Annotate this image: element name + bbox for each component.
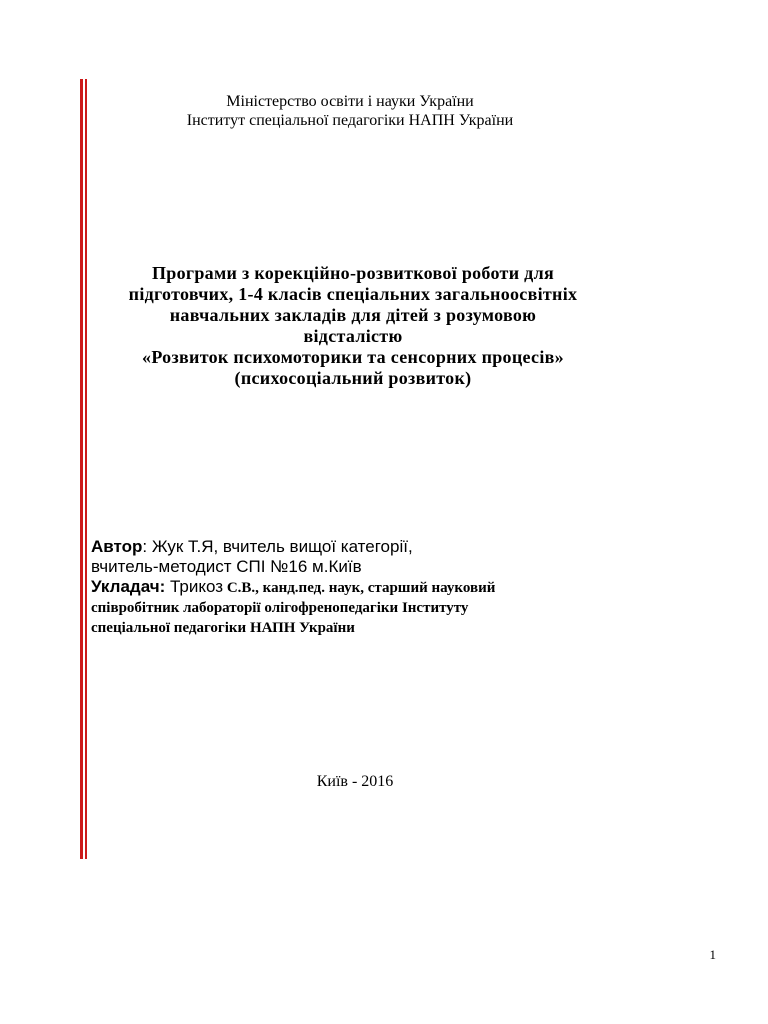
compiler-institution: спеціальної педагогіки НАПН України [91,620,355,636]
institution-header [90,92,610,130]
ministry-line: Міністерство освіти і науки України [226,93,474,110]
page-number: 1 [709,947,716,962]
document-title [78,263,628,389]
author-position: вчитель-методист СПІ №16 м.Київ [91,557,362,576]
title-line: підготовчих, 1-4 класів спеціальних загальноосвітніх [128,284,578,304]
compiler-line [91,577,651,598]
title-line: Програми з корекційно-розвиткової роботи для [151,263,555,283]
credits-block [91,537,651,638]
compiler-name: Трикоз [165,577,224,596]
margin-bar [80,79,87,859]
title-line: відсталістю [303,326,403,346]
author-label: Автор [91,537,143,556]
title-line: (психосоціальний розвиток) [234,368,472,388]
place-year: Київ - 2016 [316,773,394,790]
compiler-label: Укладач: [91,577,166,596]
title-line: «Розвиток психомоторики та сенсорних процесів» [142,347,564,367]
author-line [91,537,651,557]
compiler-details: С.В., канд.пед. наук, старший науковий [223,580,496,596]
compiler-position: співробітник лабораторії олігофренопедагіки Інституту [91,600,469,616]
institute-line: Інститут спеціальної педагогіки НАПН України [186,112,514,129]
author-text: : Жук Т.Я, вчитель вищої категорії, [142,537,413,556]
title-line: навчальних закладів для дітей з розумовою [169,305,537,325]
